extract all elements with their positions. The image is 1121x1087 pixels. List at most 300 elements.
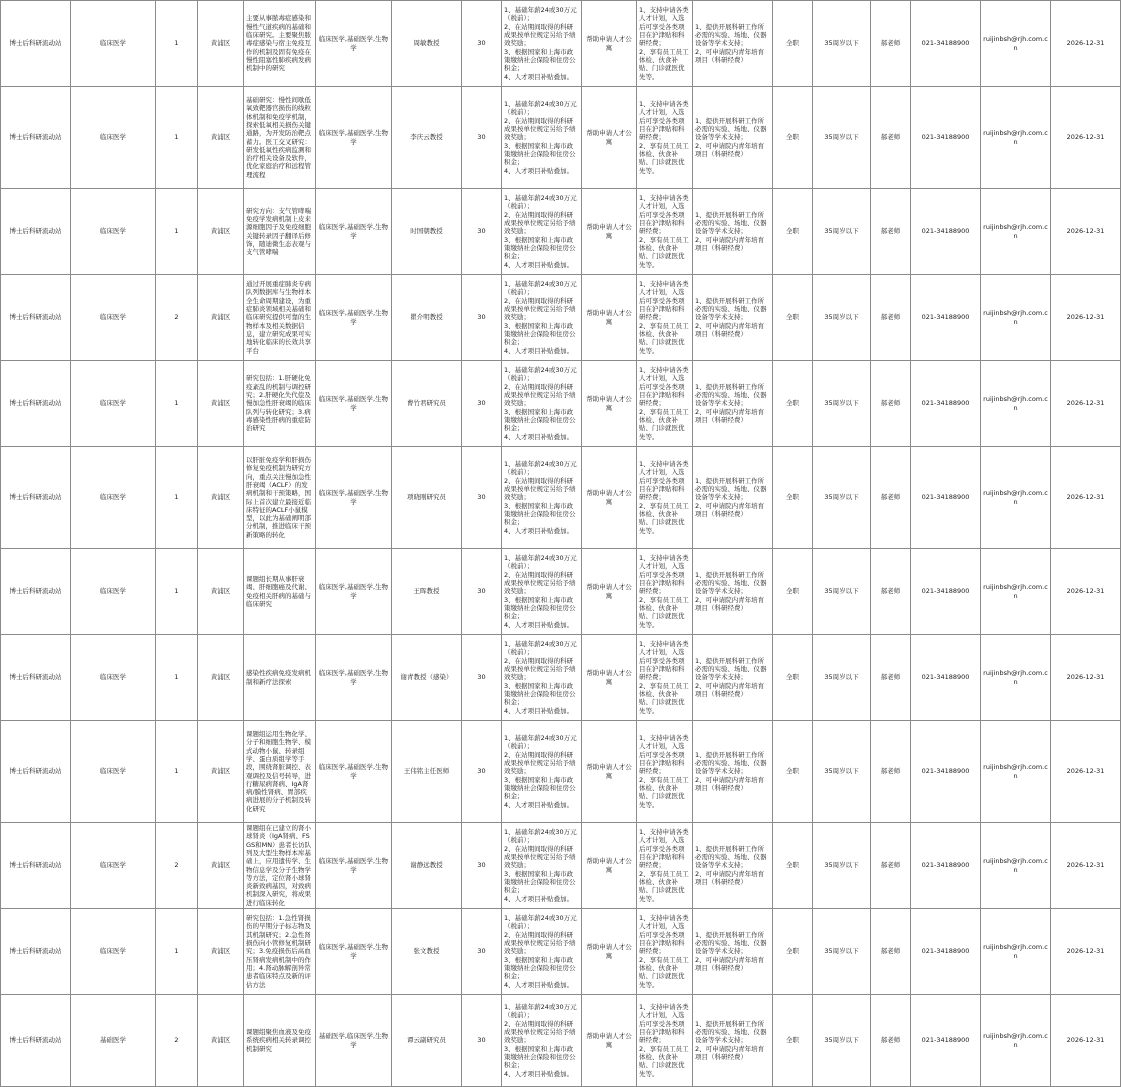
major-cell-text: 基础医学,临床医学,生物学 [318, 1032, 389, 1049]
employment-status-cell [773, 549, 813, 635]
salary-cell-text: 1、基础年薪24或30万元（税前）； 2、在站期间取得的科研成果按单位规定另给予绩效奖励； 3、根据国家和上海市政策缴纳社会保险和住房公积金； 4、人才项目补贴叠加。 [504, 1003, 577, 1078]
discipline-cell-text: 临床医学 [100, 861, 126, 870]
benefits-cell [637, 447, 693, 549]
major-cell-text: 临床医学,基础医学,生物学 [318, 309, 389, 326]
conditions-cell [693, 823, 773, 909]
age-limit-cell-text: 30 [477, 673, 486, 682]
age-requirement-cell-text: 35周岁以下 [824, 587, 859, 596]
housing-cell-text: 帮助申请人才公寓 [586, 309, 632, 326]
conditions-cell [693, 549, 773, 635]
age-requirement-cell [813, 995, 871, 1087]
age-requirement-cell-text: 35周岁以下 [824, 861, 859, 870]
conditions-cell [693, 361, 773, 447]
location-cell [198, 635, 244, 721]
age-limit-cell-text: 30 [477, 587, 486, 596]
research-direction-cell [244, 189, 316, 275]
benefits-cell-text: 1、支持申请各类人才计划，入选后可享受各类项目在沪津贴和科研经费； 2、享有员工员工体检、伙食补贴、门诊就医优先等。 [639, 1003, 689, 1078]
location-cell [198, 1, 244, 87]
benefits-cell [637, 189, 693, 275]
major-cell [316, 87, 392, 189]
major-cell-text: 临床医学,基础医学,生物学 [318, 583, 389, 600]
research-direction-cell-text: 课题组聚焦血液及免疫系统疾病相关转录调控机制研究 [246, 1028, 311, 1053]
employment-status-cell-text: 全职 [786, 227, 799, 236]
headcount-cell-text: 2 [174, 1036, 179, 1045]
age-requirement-cell-text: 35周岁以下 [824, 1036, 859, 1045]
conditions-cell [693, 721, 773, 823]
discipline-cell [71, 1, 156, 87]
major-cell-text: 临床医学,基础医学,生物学 [318, 489, 389, 506]
location-cell-text: 黄浦区 [210, 673, 231, 682]
email-cell-text: ruijinbsh@rjh.com.cn [983, 35, 1048, 52]
employment-status-cell-text: 全职 [786, 587, 799, 596]
salary-cell [502, 87, 582, 189]
age-requirement-cell [813, 721, 871, 823]
contact-person-cell [871, 1, 911, 87]
age-limit-cell [462, 995, 502, 1087]
research-direction-cell [244, 1, 316, 87]
age-limit-cell-text: 30 [477, 227, 486, 236]
deadline-cell-text: 2026-12-31 [1066, 493, 1105, 502]
housing-cell [582, 361, 637, 447]
discipline-cell [71, 549, 156, 635]
salary-cell [502, 549, 582, 635]
station-type-cell-text: 博士后科研流动站 [9, 399, 62, 408]
conditions-cell [693, 189, 773, 275]
age-requirement-cell [813, 823, 871, 909]
tutor-cell-text: 周敏教授 [413, 39, 440, 48]
phone-cell [911, 275, 981, 361]
housing-cell-text: 帮助申请人才公寓 [586, 583, 632, 600]
benefits-cell [637, 361, 693, 447]
tutor-cell-text: 项晓刚研究员 [407, 493, 446, 502]
location-cell [198, 447, 244, 549]
salary-cell [502, 275, 582, 361]
email-cell-text: ruijinbsh@rjh.com.cn [983, 857, 1048, 874]
phone-cell [911, 823, 981, 909]
email-cell [981, 275, 1051, 361]
table-row [1, 721, 1121, 823]
phone-cell [911, 447, 981, 549]
major-cell-text: 临床医学,基础医学,生物学 [318, 223, 389, 240]
age-limit-cell-text: 30 [477, 493, 486, 502]
age-limit-cell-text: 30 [477, 947, 486, 956]
age-limit-cell [462, 361, 502, 447]
contact-person-cell [871, 447, 911, 549]
conditions-cell-text: 1、提供开展科研工作所必需的实验、场地、仪器设备等学术支持； 2、可申请院内青年培育项目（科研经费） [695, 382, 767, 424]
benefits-cell-text: 1、支持申请各类人才计划，入选后可享受各类项目在沪津贴和科研经费； 2、享有员工员工体检、伙食补贴、门诊就医优先等。 [639, 554, 689, 629]
phone-cell-text: 021-34188900 [921, 313, 970, 322]
contact-person-cell [871, 909, 911, 995]
salary-cell-text: 1、基础年薪24或30万元（税前）； 2、在站期间取得的科研成果按单位规定另给予绩效奖励； 3、根据国家和上海市政策缴纳社会保险和住房公积金； 4、人才项目补贴叠加。 [504, 460, 577, 535]
station-type-cell [1, 995, 71, 1087]
salary-cell [502, 909, 582, 995]
benefits-cell [637, 721, 693, 823]
location-cell-text: 黄浦区 [210, 1036, 231, 1045]
age-requirement-cell-text: 35周岁以下 [824, 133, 859, 142]
employment-status-cell [773, 721, 813, 823]
employment-status-cell [773, 635, 813, 721]
headcount-cell [156, 909, 198, 995]
benefits-cell [637, 275, 693, 361]
age-limit-cell [462, 909, 502, 995]
conditions-cell-text: 1、提供开展科研工作所必需的实验、场地、仪器设备等学术支持； 2、可申请院内青年培育项目（科研经费） [695, 570, 767, 612]
table-row [1, 447, 1121, 549]
station-type-cell [1, 909, 71, 995]
location-cell [198, 275, 244, 361]
age-limit-cell-text: 30 [477, 399, 486, 408]
employment-status-cell-text: 全职 [786, 39, 799, 48]
headcount-cell-text: 1 [174, 39, 179, 48]
contact-person-cell-text: 郝老师 [880, 861, 901, 870]
salary-cell [502, 1, 582, 87]
major-cell-text: 临床医学,基础医学,生物学 [318, 763, 389, 780]
station-type-cell [1, 275, 71, 361]
research-direction-cell [244, 447, 316, 549]
email-cell [981, 361, 1051, 447]
tutor-cell [392, 721, 462, 823]
contact-person-cell [871, 189, 911, 275]
email-cell-text: ruijinbsh@rjh.com.cn [983, 223, 1048, 240]
table-row [1, 995, 1121, 1087]
research-direction-cell-text: 研究包括：1.急性肾损伤的早期分子标志物及其机制研究；2.急性肾损伤向小管修复机制研究；3.免疫损伤后高血压肾病发病机制中的作用；4.肾动脉解剖异常患者临床特点及新的评估方法 [246, 914, 311, 989]
headcount-cell-text: 1 [174, 399, 179, 408]
benefits-cell-text: 1、支持申请各类人才计划，入选后可享受各类项目在沪津贴和科研经费； 2、享有员工员工体检、伙食补贴、门诊就医优先等。 [639, 828, 689, 903]
housing-cell [582, 275, 637, 361]
location-cell-text: 黄浦区 [210, 587, 231, 596]
salary-cell-text: 1、基础年薪24或30万元（税前）； 2、在站期间取得的科研成果按单位规定另给予绩效奖励； 3、根据国家和上海市政策缴纳社会保险和住房公积金； 4、人才项目补贴叠加。 [504, 366, 577, 441]
tutor-cell [392, 189, 462, 275]
age-limit-cell [462, 87, 502, 189]
phone-cell [911, 549, 981, 635]
email-cell-text: ruijinbsh@rjh.com.cn [983, 943, 1048, 960]
location-cell [198, 189, 244, 275]
phone-cell-text: 021-34188900 [921, 587, 970, 596]
deadline-cell [1051, 909, 1121, 995]
research-direction-cell-text: 研究方向：支气管哮喘免疫学发病机制上皮来源细胞因子及免疫细胞关键转录因子翻译后修饰，随迪微生态表观与支气管哮喘 [246, 206, 311, 257]
deadline-cell-text: 2026-12-31 [1066, 767, 1105, 776]
age-limit-cell [462, 549, 502, 635]
employment-status-cell [773, 1, 813, 87]
tutor-cell [392, 549, 462, 635]
salary-cell [502, 361, 582, 447]
email-cell-text: ruijinbsh@rjh.com.cn [983, 489, 1048, 506]
employment-status-cell [773, 361, 813, 447]
location-cell [198, 823, 244, 909]
discipline-cell-text: 临床医学 [100, 227, 126, 236]
table-row [1, 361, 1121, 447]
employment-status-cell [773, 87, 813, 189]
phone-cell-text: 021-34188900 [921, 861, 970, 870]
housing-cell-text: 帮助申请人才公寓 [586, 223, 632, 240]
station-type-cell-text: 博士后科研流动站 [9, 587, 62, 596]
employment-status-cell-text: 全职 [786, 767, 799, 776]
research-direction-cell [244, 995, 316, 1087]
contact-person-cell [871, 361, 911, 447]
station-type-cell-text: 博士后科研流动站 [9, 1036, 62, 1045]
deadline-cell-text: 2026-12-31 [1066, 861, 1105, 870]
deadline-cell [1051, 635, 1121, 721]
contact-person-cell-text: 郝老师 [880, 587, 901, 596]
email-cell-text: ruijinbsh@rjh.com.cn [983, 129, 1048, 146]
tutor-cell-text: 王伟铭主任医师 [403, 767, 450, 776]
table-row [1, 823, 1121, 909]
housing-cell [582, 721, 637, 823]
phone-cell [911, 909, 981, 995]
email-cell-text: ruijinbsh@rjh.com.cn [983, 763, 1048, 780]
research-direction-cell [244, 361, 316, 447]
contact-person-cell [871, 275, 911, 361]
contact-person-cell-text: 郝老师 [880, 39, 901, 48]
salary-cell-text: 1、基础年薪24或30万元（税前）； 2、在站期间取得的科研成果按单位规定另给予绩效奖励； 3、根据国家和上海市政策缴纳社会保险和住房公积金； 4、人才项目补贴叠加。 [504, 828, 577, 903]
benefits-cell-text: 1、支持申请各类人才计划，入选后可享受各类项目在沪津贴和科研经费； 2、享有员工员工体检、伙食补贴、门诊就医优先等。 [639, 194, 689, 269]
tutor-cell-text: 时国朝教授 [410, 227, 443, 236]
phone-cell [911, 1, 981, 87]
contact-person-cell-text: 郝老师 [880, 227, 901, 236]
phone-cell-text: 021-34188900 [921, 1036, 970, 1045]
phone-cell-text: 021-34188900 [921, 947, 970, 956]
major-cell-text: 临床医学,基础医学,生物学 [318, 395, 389, 412]
phone-cell [911, 189, 981, 275]
tutor-cell [392, 361, 462, 447]
phone-cell-text: 021-34188900 [921, 673, 970, 682]
contact-person-cell [871, 721, 911, 823]
employment-status-cell [773, 995, 813, 1087]
age-requirement-cell [813, 361, 871, 447]
discipline-cell-text: 基础医学 [100, 1036, 126, 1045]
headcount-cell-text: 1 [174, 227, 179, 236]
research-direction-cell [244, 549, 316, 635]
contact-person-cell-text: 郝老师 [880, 133, 901, 142]
employment-status-cell [773, 823, 813, 909]
research-direction-cell [244, 87, 316, 189]
tutor-cell [392, 909, 462, 995]
employment-status-cell-text: 全职 [786, 493, 799, 502]
location-cell-text: 黄浦区 [210, 493, 231, 502]
housing-cell [582, 447, 637, 549]
tutor-cell-text: 谢静远教授 [410, 861, 443, 870]
deadline-cell [1051, 87, 1121, 189]
age-requirement-cell [813, 87, 871, 189]
phone-cell-text: 021-34188900 [921, 767, 970, 776]
location-cell [198, 87, 244, 189]
major-cell [316, 361, 392, 447]
age-requirement-cell-text: 35周岁以下 [824, 767, 859, 776]
headcount-cell-text: 2 [174, 861, 179, 870]
housing-cell [582, 909, 637, 995]
station-type-cell [1, 635, 71, 721]
benefits-cell [637, 549, 693, 635]
location-cell [198, 549, 244, 635]
headcount-cell-text: 1 [174, 133, 179, 142]
tutor-cell-text: 李庆云教授 [410, 133, 443, 142]
employment-status-cell-text: 全职 [786, 1036, 799, 1045]
discipline-cell-text: 临床医学 [100, 313, 126, 322]
location-cell-text: 黄浦区 [210, 39, 231, 48]
employment-status-cell-text: 全职 [786, 399, 799, 408]
station-type-cell-text: 博士后科研流动站 [9, 133, 62, 142]
station-type-cell-text: 博士后科研流动站 [9, 313, 62, 322]
benefits-cell [637, 1, 693, 87]
age-requirement-cell [813, 909, 871, 995]
major-cell [316, 909, 392, 995]
phone-cell-text: 021-34188900 [921, 133, 970, 142]
deadline-cell-text: 2026-12-31 [1066, 587, 1105, 596]
tutor-cell [392, 447, 462, 549]
age-limit-cell-text: 30 [477, 313, 486, 322]
age-limit-cell-text: 30 [477, 133, 486, 142]
headcount-cell [156, 823, 198, 909]
tutor-cell-text: 曹竹君研究员 [407, 399, 446, 408]
age-limit-cell [462, 1, 502, 87]
headcount-cell [156, 447, 198, 549]
contact-person-cell-text: 郝老师 [880, 767, 901, 776]
age-limit-cell-text: 30 [477, 1036, 486, 1045]
table-row [1, 1, 1121, 87]
employment-status-cell [773, 447, 813, 549]
age-requirement-cell [813, 549, 871, 635]
research-direction-cell-text: 主要从事脓毒症感染和慢性气道疾病的基础和临床研究。主要聚焦脓毒症感染与宿主免疫互作的机制及固有免疫在慢性阻塞性肺疾病发病机制中的研究 [246, 14, 311, 73]
location-cell-text: 黄浦区 [210, 313, 231, 322]
housing-cell-text: 帮助申请人才公寓 [586, 857, 632, 874]
email-cell [981, 909, 1051, 995]
salary-cell-text: 1、基础年薪24或30万元（税前）； 2、在站期间取得的科研成果按单位规定另给予绩效奖励； 3、根据国家和上海市政策缴纳社会保险和住房公积金； 4、人才项目补贴叠加。 [504, 194, 577, 269]
station-type-cell [1, 447, 71, 549]
location-cell [198, 909, 244, 995]
phone-cell [911, 721, 981, 823]
discipline-cell [71, 995, 156, 1087]
headcount-cell-text: 2 [174, 313, 179, 322]
benefits-cell [637, 909, 693, 995]
age-requirement-cell [813, 189, 871, 275]
housing-cell [582, 1, 637, 87]
contact-person-cell-text: 郝老师 [880, 399, 901, 408]
headcount-cell [156, 635, 198, 721]
housing-cell [582, 549, 637, 635]
station-type-cell-text: 博士后科研流动站 [9, 767, 62, 776]
discipline-cell [71, 823, 156, 909]
deadline-cell-text: 2026-12-31 [1066, 39, 1105, 48]
conditions-cell [693, 447, 773, 549]
major-cell [316, 995, 392, 1087]
email-cell-text: ruijinbsh@rjh.com.cn [983, 583, 1048, 600]
research-direction-cell [244, 635, 316, 721]
headcount-cell-text: 1 [174, 587, 179, 596]
discipline-cell [71, 189, 156, 275]
station-type-cell-text: 博士后科研流动站 [9, 861, 62, 870]
benefits-cell-text: 1、支持申请各类人才计划，入选后可享受各类项目在沪津贴和科研经费； 2、享有员工员工体检、伙食补贴、门诊就医优先等。 [639, 280, 689, 355]
tutor-cell [392, 995, 462, 1087]
discipline-cell-text: 临床医学 [100, 133, 126, 142]
tutor-cell [392, 87, 462, 189]
age-requirement-cell-text: 35周岁以下 [824, 399, 859, 408]
age-limit-cell-text: 30 [477, 861, 486, 870]
major-cell [316, 189, 392, 275]
tutor-cell [392, 635, 462, 721]
tutor-cell [392, 823, 462, 909]
salary-cell-text: 1、基础年薪24或30万元（税前）； 2、在站期间取得的科研成果按单位规定另给予绩效奖励； 3、根据国家和上海市政策缴纳社会保险和住房公积金； 4、人才项目补贴叠加。 [504, 640, 577, 715]
deadline-cell [1051, 995, 1121, 1087]
research-direction-cell [244, 275, 316, 361]
salary-cell-text: 1、基础年薪24或30万元（税前）； 2、在站期间取得的科研成果按单位规定另给予绩效奖励； 3、根据国家和上海市政策缴纳社会保险和住房公积金； 4、人才项目补贴叠加。 [504, 280, 577, 355]
salary-cell-text: 1、基础年薪24或30万元（税前）； 2、在站期间取得的科研成果按单位规定另给予绩效奖励； 3、根据国家和上海市政策缴纳社会保险和住房公积金； 4、人才项目补贴叠加。 [504, 6, 577, 81]
deadline-cell-text: 2026-12-31 [1066, 673, 1105, 682]
location-cell [198, 361, 244, 447]
station-type-cell-text: 博士后科研流动站 [9, 227, 62, 236]
location-cell-text: 黄浦区 [210, 399, 231, 408]
conditions-cell-text: 1、提供开展科研工作所必需的实验、场地、仪器设备等学术支持； 2、可申请院内青年培育项目（科研经费） [695, 116, 767, 158]
location-cell-text: 黄浦区 [210, 767, 231, 776]
benefits-cell [637, 823, 693, 909]
table-row [1, 189, 1121, 275]
housing-cell [582, 995, 637, 1087]
headcount-cell-text: 1 [174, 493, 179, 502]
deadline-cell [1051, 275, 1121, 361]
employment-status-cell [773, 909, 813, 995]
conditions-cell-text: 1、提供开展科研工作所必需的实验、场地、仪器设备等学术支持； 2、可申请院内青年培育项目（科研经费） [695, 930, 767, 972]
age-limit-cell [462, 721, 502, 823]
deadline-cell-text: 2026-12-31 [1066, 399, 1105, 408]
housing-cell-text: 帮助申请人才公寓 [586, 395, 632, 412]
email-cell [981, 87, 1051, 189]
benefits-cell-text: 1、支持申请各类人才计划，入选后可享受各类项目在沪津贴和科研经费； 2、享有员工员工体检、伙食补贴、门诊就医优先等。 [639, 460, 689, 535]
discipline-cell [71, 447, 156, 549]
deadline-cell-text: 2026-12-31 [1066, 313, 1105, 322]
email-cell-text: ruijinbsh@rjh.com.cn [983, 309, 1048, 326]
age-limit-cell [462, 189, 502, 275]
station-type-cell [1, 823, 71, 909]
deadline-cell [1051, 447, 1121, 549]
benefits-cell [637, 635, 693, 721]
station-type-cell-text: 博士后科研流动站 [9, 39, 62, 48]
age-requirement-cell-text: 35周岁以下 [824, 493, 859, 502]
email-cell [981, 635, 1051, 721]
conditions-cell [693, 1, 773, 87]
salary-cell [502, 823, 582, 909]
discipline-cell-text: 临床医学 [100, 587, 126, 596]
phone-cell [911, 995, 981, 1087]
age-limit-cell-text: 30 [477, 767, 486, 776]
tutor-cell [392, 275, 462, 361]
salary-cell [502, 995, 582, 1087]
station-type-cell [1, 721, 71, 823]
phone-cell-text: 021-34188900 [921, 227, 970, 236]
station-type-cell-text: 博士后科研流动站 [9, 673, 62, 682]
major-cell [316, 275, 392, 361]
major-cell [316, 721, 392, 823]
headcount-cell-text: 1 [174, 947, 179, 956]
email-cell [981, 189, 1051, 275]
discipline-cell [71, 635, 156, 721]
table-row [1, 275, 1121, 361]
table-row [1, 549, 1121, 635]
email-cell [981, 995, 1051, 1087]
phone-cell-text: 021-34188900 [921, 399, 970, 408]
employment-status-cell-text: 全职 [786, 861, 799, 870]
conditions-cell [693, 87, 773, 189]
phone-cell [911, 635, 981, 721]
conditions-cell [693, 635, 773, 721]
headcount-cell-text: 1 [174, 767, 179, 776]
station-type-cell-text: 博士后科研流动站 [9, 947, 62, 956]
phone-cell-text: 021-34188900 [921, 493, 970, 502]
location-cell-text: 黄浦区 [210, 227, 231, 236]
research-direction-cell-text: 研究包括：1.肝硬化免疫紊乱的机制与调控研究；2.肝硬化失代偿及慢加急性肝衰竭的临床队列与转化研究；3.病毒感染性肝病的重症防治研究 [246, 374, 311, 433]
employment-status-cell [773, 189, 813, 275]
conditions-cell-text: 1、提供开展科研工作所必需的实验、场地、仪器设备等学术支持； 2、可申请院内青年培育项目（科研经费） [695, 210, 767, 252]
discipline-cell [71, 87, 156, 189]
age-requirement-cell [813, 1, 871, 87]
phone-cell [911, 87, 981, 189]
